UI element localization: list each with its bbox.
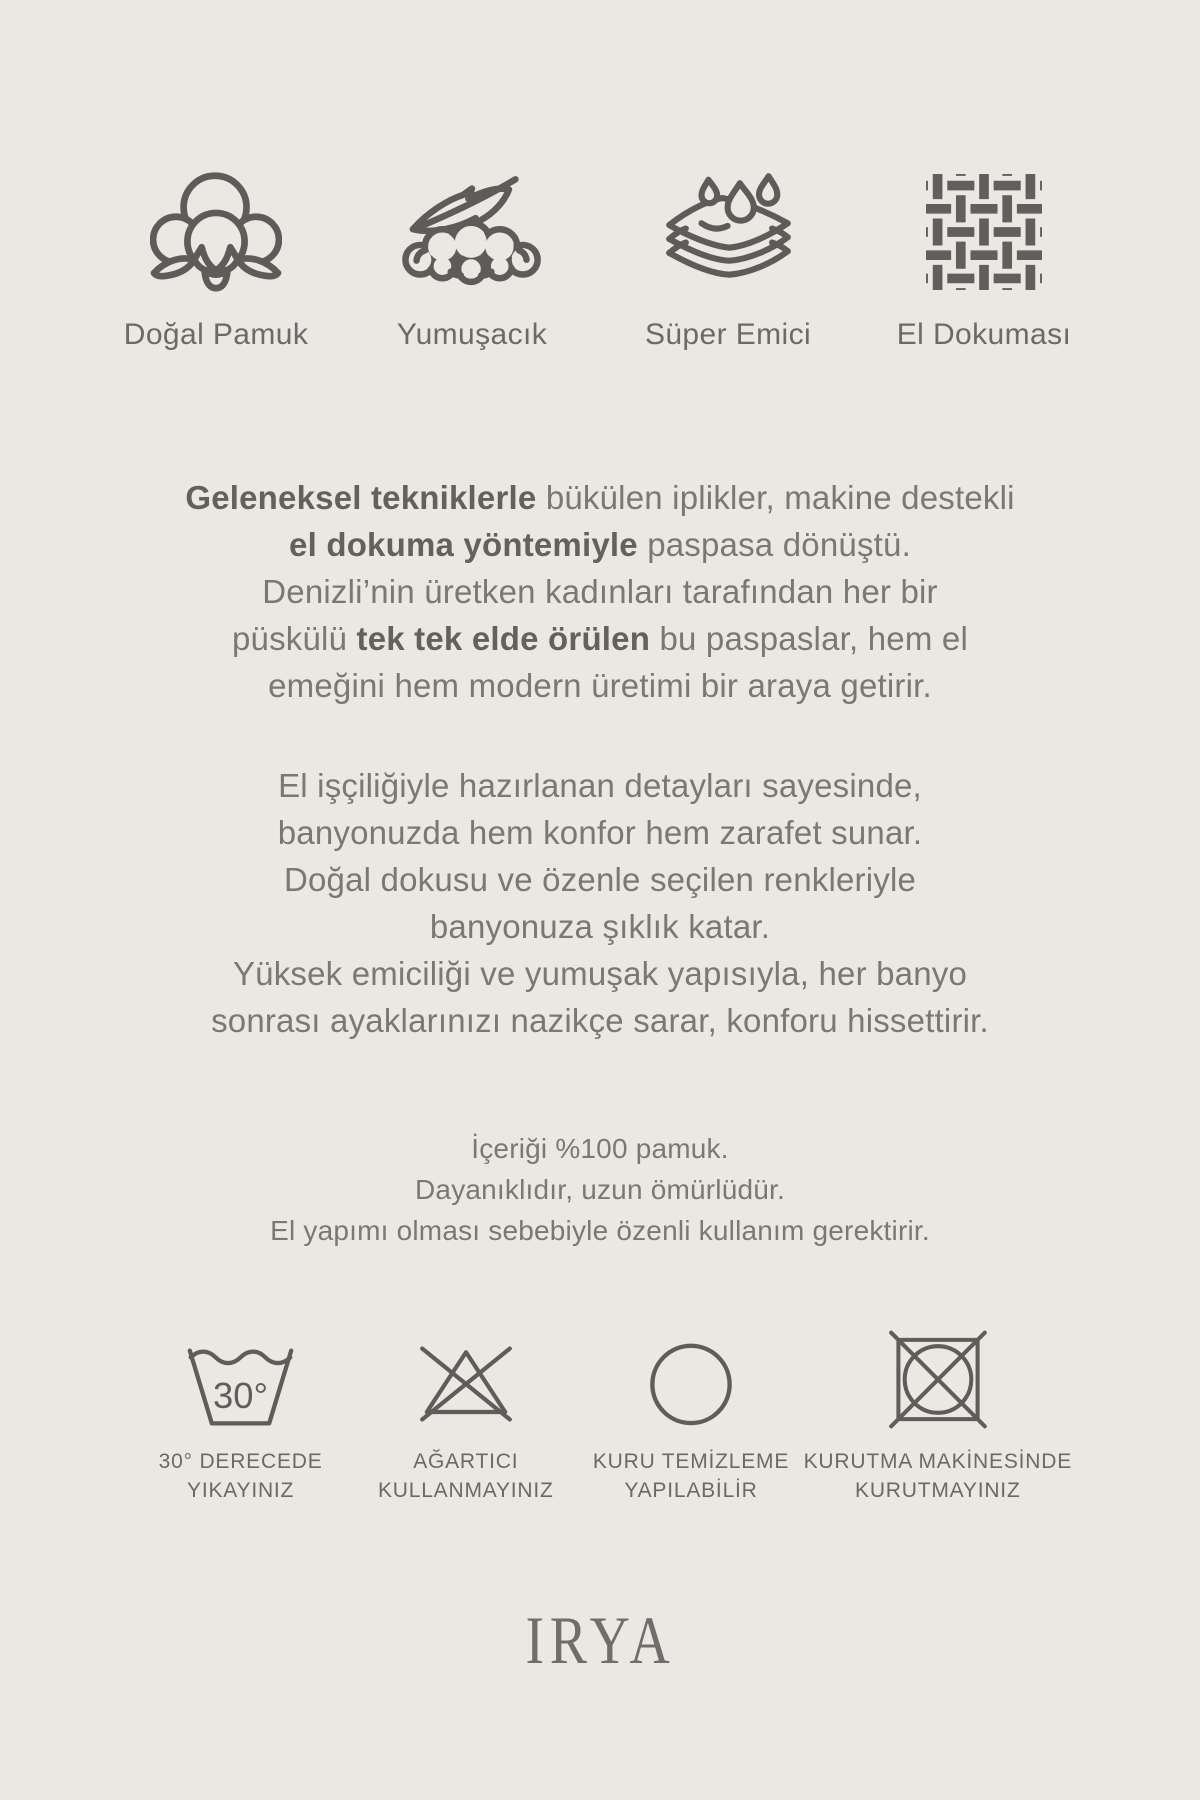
logo-area	[0, 1602, 1200, 1678]
feature-handwoven	[856, 170, 1112, 352]
wash-temp-text: 30°	[213, 1375, 269, 1417]
intro-paragraph	[0, 474, 1200, 709]
paragraph-line: Denizli’nin üretken kadınları tarafından her bir	[262, 573, 938, 610]
bold-text: Geleneksel tekniklerle	[185, 479, 537, 516]
feature-soft	[344, 170, 600, 352]
handwoven-weave-icon	[926, 170, 1042, 294]
no-bleach-icon	[410, 1327, 522, 1431]
absorbent-layers-icon	[663, 170, 794, 294]
feature-natural-cotton	[88, 170, 344, 352]
material-paragraph	[0, 1128, 1200, 1251]
paragraph-line: emeğini hem modern üretimi bir araya getirir.	[268, 667, 932, 704]
brand-logo: IRYA	[524, 1602, 676, 1678]
feature-label: Yumuşacık	[396, 318, 548, 351]
care-no-bleach	[353, 1327, 578, 1505]
paragraph-line: El işçiliğiyle hazırlanan detayları sayesinde,	[278, 767, 922, 804]
feature-label: Süper Emici	[644, 318, 812, 351]
paragraph-line: El yapımı olması sebebiyle özenli kullanım gerektirir.	[270, 1215, 930, 1246]
care-label: 30° DERECEDE YIKAYINIZ	[158, 1450, 323, 1502]
paragraph-line: Dayanıklıdır, uzun ömürlüdür.	[415, 1174, 785, 1205]
no-tumble-dry-icon	[884, 1327, 992, 1431]
dry-clean-icon	[635, 1327, 747, 1431]
paragraph-line: el dokuma yöntemiyle paspasa dönüştü.	[289, 526, 911, 563]
bold-text: tek tek elde örülen	[356, 620, 651, 657]
wash-30-icon	[183, 1327, 298, 1431]
care-dry-clean	[578, 1327, 803, 1505]
feature-absorbent	[600, 170, 856, 352]
paragraph-line: banyonuzda hem konfor hem zarafet sunar.	[277, 814, 923, 851]
paragraph-line: Geleneksel tekniklerle bükülen iplikler, makine destekli	[185, 479, 1015, 516]
care-no-tumble-dry	[804, 1327, 1072, 1505]
care-instructions-row	[0, 1327, 1200, 1505]
care-label: AĞARTICI KULLANMAYINIZ	[377, 1450, 554, 1502]
bold-text: el dokuma yöntemiyle	[289, 526, 638, 563]
care-label: KURUTMA MAKİNESİNDE KURUTMAYINIZ	[803, 1450, 1073, 1502]
feather-cloud-icon	[398, 170, 546, 294]
comfort-paragraph	[0, 762, 1200, 1044]
paragraph-line: sonrası ayaklarınızı nazikçe sarar, konforu hissettirir.	[211, 1002, 989, 1039]
care-label: KURU TEMİZLEME YAPILABİLİR	[592, 1450, 790, 1502]
feature-label: El Dokuması	[896, 318, 1072, 351]
care-wash-30	[128, 1327, 353, 1505]
cotton-icon	[150, 170, 282, 294]
paragraph-line: Yüksek emiciliği ve yumuşak yapısıyla, her banyo	[232, 955, 968, 992]
paragraph-line: İçeriği %100 pamuk.	[471, 1133, 729, 1164]
paragraph-line: Doğal dokusu ve özenle seçilen renkleriyle	[283, 861, 917, 898]
paragraph-line: banyonuza şıklık katar.	[429, 908, 771, 945]
features-row	[0, 0, 1200, 352]
feature-label: Doğal Pamuk	[123, 318, 309, 351]
paragraph-line: püskülü tek tek elde örülen bu paspaslar, hem el	[232, 620, 968, 657]
